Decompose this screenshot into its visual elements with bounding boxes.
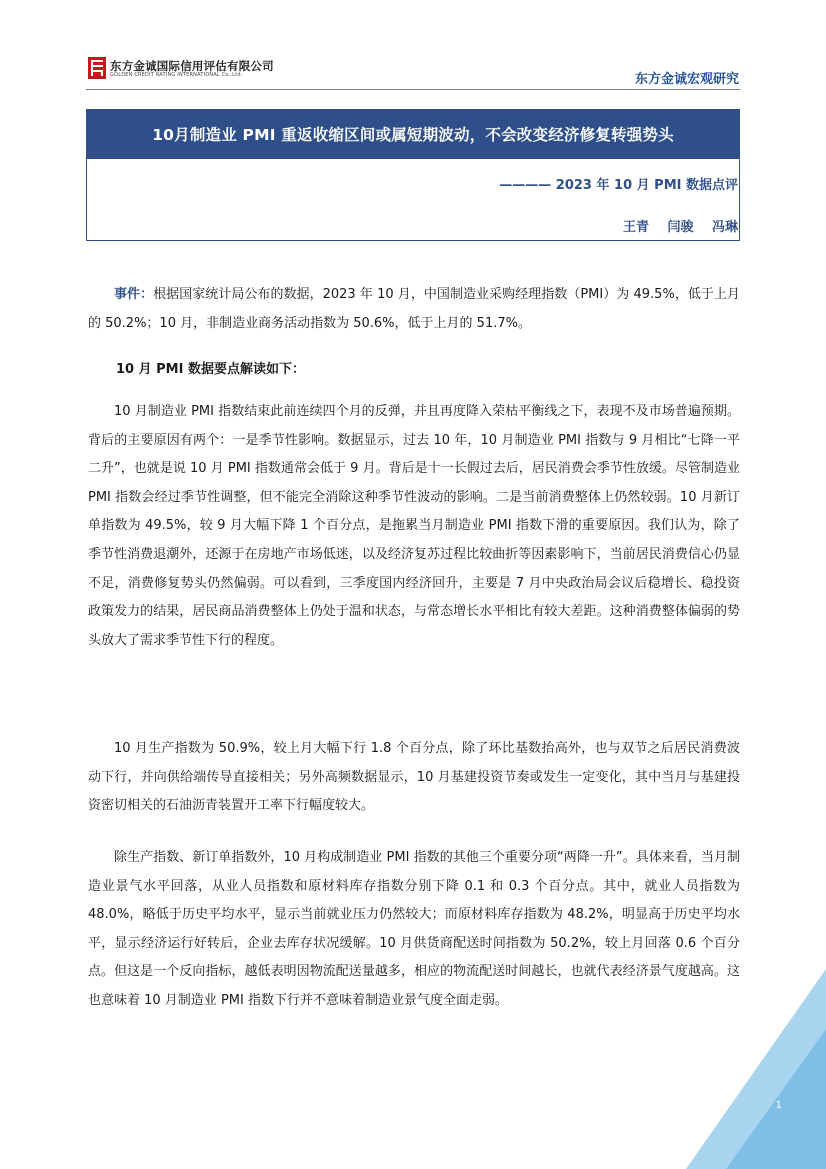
section-heading: 10 月 PMI 数据要点解读如下：: [116, 362, 305, 377]
page-corner-decoration: [686, 969, 826, 1169]
report-subtitle: ———— 2023 年 10 月 PMI 数据点评: [499, 178, 738, 193]
paragraph-2-text: 10 月生产指数为 50.9%，较上月大幅下行 1.8 个百分点，除了环比基数抬高外，也与双节之后居民消费波动下行，并向供给端传导直接相关；另外高频数据显示，10 月基建投资节奏或发生一定变化，其中当月与基建投资密切相关的石油沥青装置开工率下行幅度较大。: [88, 741, 740, 814]
paragraph-2: [88, 735, 740, 821]
report-title: 10月制造业 PMI 重返收缩区间或属短期波动，不会改变经济修复转强势头: [86, 109, 740, 159]
header-divider: [86, 89, 740, 90]
logo-company-name-en: GOLDEN CREDIT RATING INTERNATIONAL Co.,Ltd.: [110, 72, 243, 78]
page-number: 1: [775, 1100, 782, 1111]
brand-label: 东方金诚宏观研究: [634, 72, 739, 87]
paragraph-1: [88, 398, 740, 655]
paragraph-1-text: 10 月制造业 PMI 指数结束此前连续四个月的反弹，并且再度降入荣枯平衡线之下，表现不及市场普遍预期。背后的主要原因有两个：一是季节性影响。数据显示，过去 10 年，10 月制造业 PMI 指数与 9 月相比“七降一平二升”，也就是说 10 月 PMI 指数通常会低于 9 月。背后是十一长假过去后，居民消费会季节性放缓。尽管制造业 PMI 指数会经过季节性调整，但不能完全消除这种季节性波动的影响。二是当前消费整体上仍然较弱。10 月新订单指数为 49.5%，较 9 月大幅下降 1 个百分点，是拖累当月制造业 PMI 指数下滑的重要原因。我们认为，除了季节性消费退潮外，还源于在房地产市场低迷，以及经济复苏过程比较曲折等因素影响下，当前居民消费信心仍显不足，消费修复势头仍然偏弱。可以看到，三季度国内经济回升，主要是 7 月中央政治局会议后稳增长、稳投资政策发力的结果，居民商品消费整体上仍处于温和状态，与常态增长水平相比有较大差距。这种消费整体偏弱的势头放大了需求季节性下行的程度。: [88, 404, 740, 648]
report-authors: 王青 闫骏 冯琳: [622, 220, 738, 235]
logo-company-name: 东方金诚国际信用评估有限公司: [110, 59, 274, 73]
event-paragraph: [88, 281, 740, 338]
event-label: 事件：: [114, 287, 154, 302]
paragraph-3: [88, 844, 740, 1016]
logo-mark-icon: [88, 57, 106, 79]
paragraph-3-text: 除生产指数、新订单指数外，10 月构成制造业 PMI 指数的其他三个重要分项“两降一升”。具体来看，当月制造业景气水平回落，从业人员指数和原材料库存指数分别下降 0.1 和 0.3 个百分点。其中，就业人员指数为 48.0%，略低于历史平均水平，显示当前就业压力仍然较大；而原材料库存指数为 48.2%，明显高于历史平均水平，显示经济运行好转后，企业去库存状况缓解。10 月供货商配送时间指数为 50.2%，较上月回落 0.6 个百分点。但这是一个反向指标，越低表明因物流配送量越多，相应的物流配送时间越长，也就代表经济景气度越高。这也意味着 10 月制造业 PMI 指数下行并不意味着制造业景气度全面走弱。: [88, 850, 740, 1008]
event-text: 根据国家统计局公布的数据，2023 年 10 月，中国制造业采购经理指数（PMI）为 49.5%，低于上月的 50.2%；10 月，非制造业商务活动指数为 50.6%，低于上月的 51.7%。: [88, 287, 740, 331]
